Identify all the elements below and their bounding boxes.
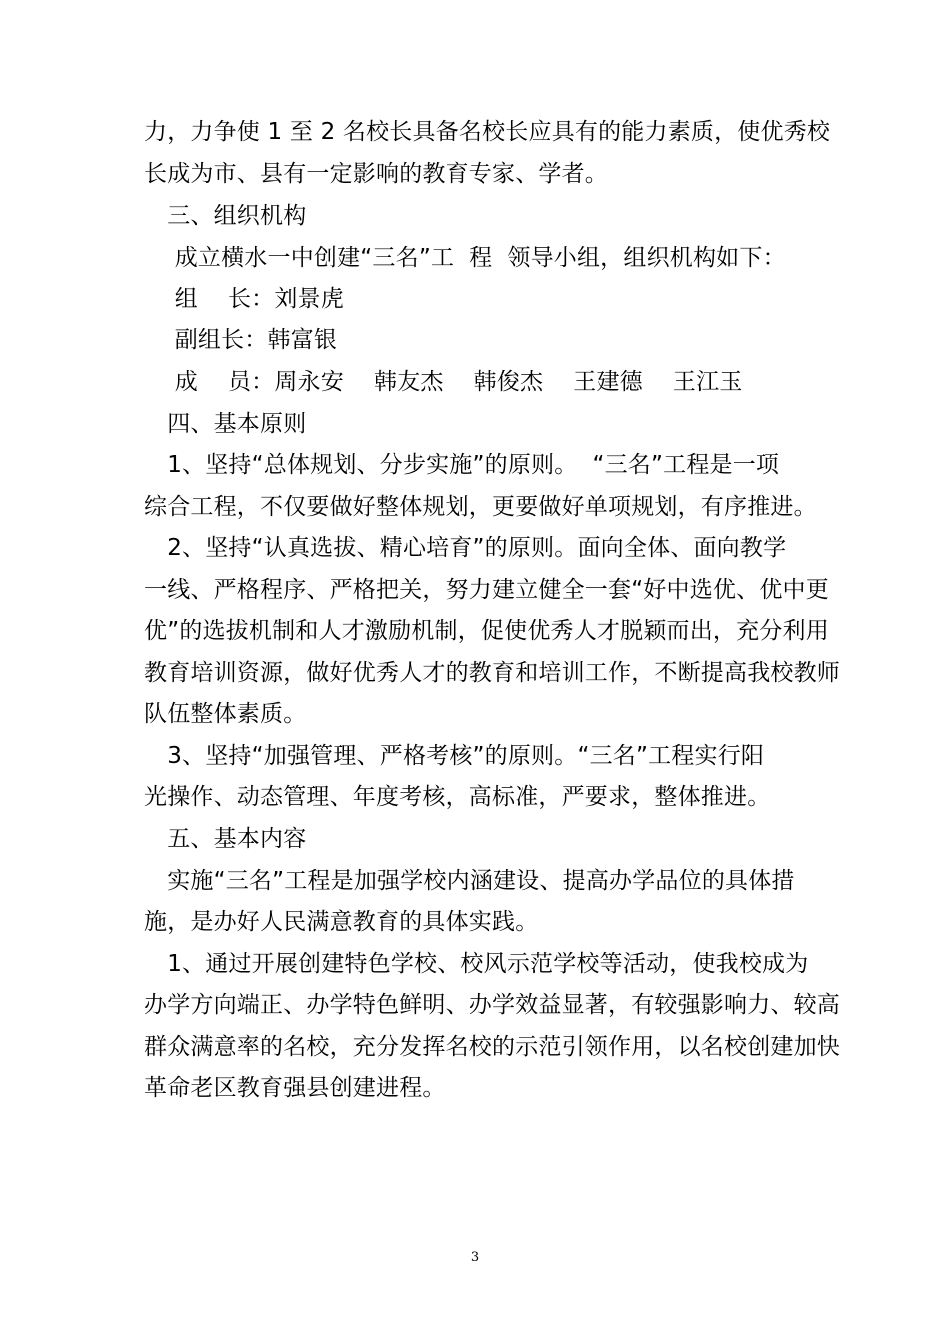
page-number: 3 [470, 1250, 480, 1265]
text-line: 光操作、动态管理、年度考核，高标准，严要求，整体推进。 [144, 784, 771, 810]
text-line: 1、坚持“总体规划、分步实施”的原则。 “三名”工程是一项 [144, 452, 780, 478]
text-line: 综合工程，不仅要做好整体规划，更要做好单项规划，有序推进。 [144, 494, 817, 520]
text-line: 办学方向端正、办学特色鲜明、办学效益显著，有较强影响力、较高 [144, 992, 840, 1018]
org-deputy-line: 副组长：韩富银 [144, 327, 338, 353]
section-heading: 五、基本内容 [144, 826, 307, 852]
text-line: 革命老区教育强县创建进程。 [144, 1075, 446, 1101]
text-line: 3、坚持“加强管理、严格考核”的原则。“三名”工程实行阳 [144, 743, 765, 769]
text-line: 2、坚持“认真选拔、精心培育”的原则。面向全体、面向教学 [144, 535, 787, 561]
text-line: 一线、严格程序、严格把关，努力建立健全一套“好中选优、优中更 [144, 577, 829, 603]
text-line: 1、通过开展创建特色学校、校风示范学校等活动，使我校成为 [144, 951, 809, 977]
text-line: 实施“三名”工程是加强学校内涵建设、提高办学品位的具体措 [144, 868, 795, 894]
text-line: 队伍整体素质。 [144, 701, 307, 727]
section-heading: 四、基本原则 [144, 411, 307, 437]
org-members-line: 成 员：周永安 韩友杰 韩俊杰 王建德 王江玉 [144, 369, 743, 395]
text-line: 群众满意率的名校，充分发挥名校的示范引领作用，以名校创建加快 [144, 1034, 840, 1060]
text-line: 长成为市、县有一定影响的教育专家、学者。 [144, 161, 608, 187]
text-line: 力，力争使 1 至 2 名校长具备名校长应具有的能力素质，使优秀校 [144, 119, 831, 145]
text-line: 教育培训资源，做好优秀人才的教育和培训工作，不断提高我校教师 [144, 660, 840, 686]
org-leader-line: 组 长：刘景虎 [144, 286, 344, 312]
text-line: 优”的选拔机制和人才激励机制，促使优秀人才脱颖而出，充分利用 [144, 618, 829, 644]
section-heading: 三、组织机构 [144, 203, 307, 229]
text-line: 施，是办好人民满意教育的具体实践。 [144, 909, 539, 935]
text-line: 成立横水一中创建“三名”工 程 领导小组，组织机构如下： [144, 245, 786, 271]
